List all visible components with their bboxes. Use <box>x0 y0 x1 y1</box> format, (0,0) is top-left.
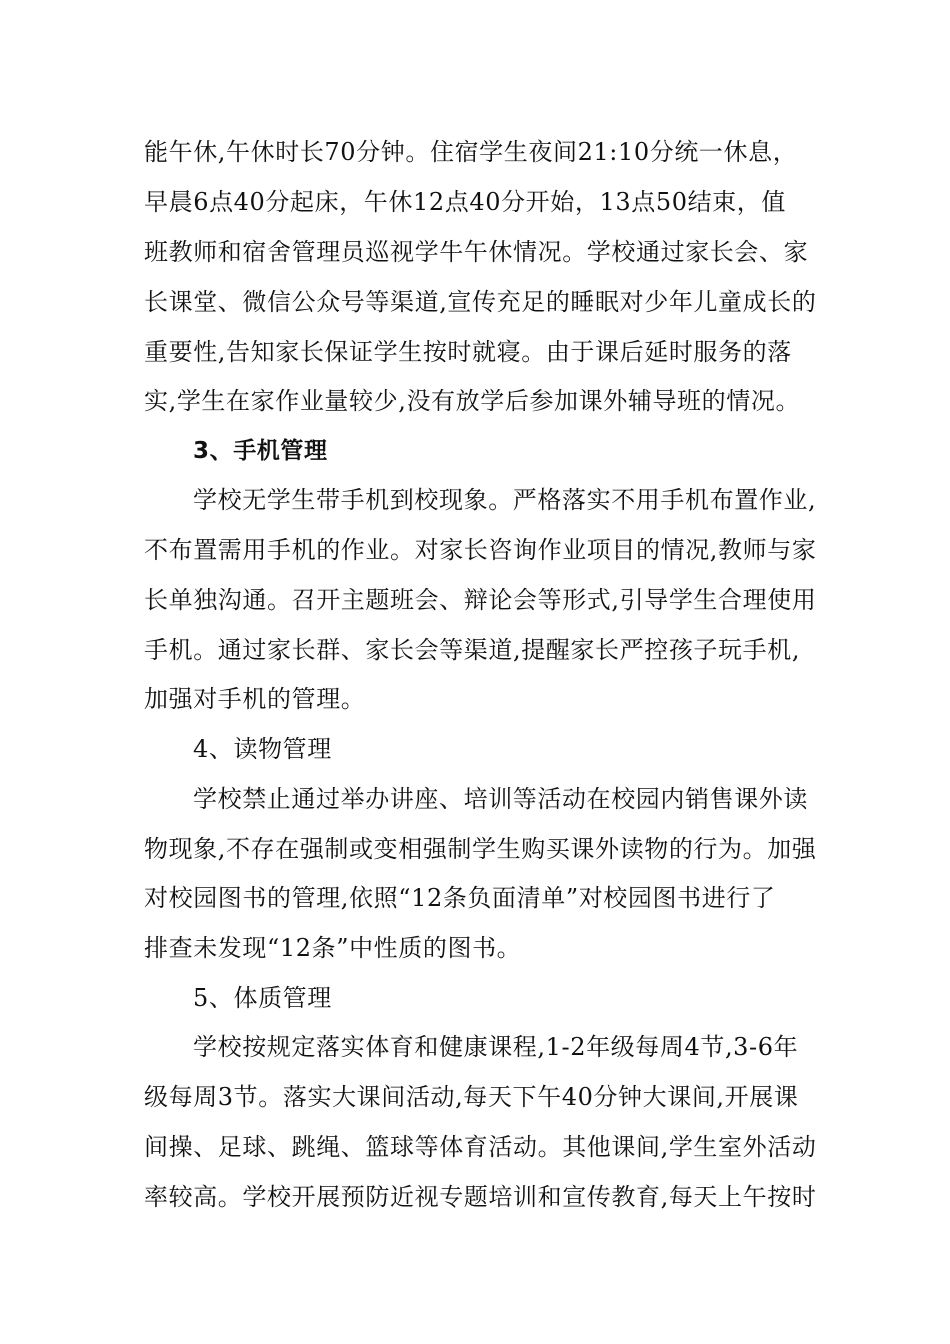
text-line: 物现象,不存在强制或变相强制学生购买课外读物的行为。加强 <box>144 835 817 863</box>
section-heading-reading-management: 4、读物管理 <box>193 735 332 763</box>
text-line: 能午休,午休时长70分钟。住宿学生夜间21:10分统一休息， <box>144 138 798 166</box>
text-line: 不布置需用手机的作业。对家长咨询作业项目的情况,教师与家 <box>144 536 817 564</box>
text-line: 学校按规定落实体育和健康课程,1-2年级每周4节,3-6年 <box>193 1033 799 1061</box>
text-line: 排查未发现“12条”中性质的图书。 <box>144 934 522 962</box>
text-line: 手机。通过家长群、家长会等渠道,提醒家长严控孩子玩手机, <box>144 636 801 664</box>
text-line: 实,学生在家作业量较少,没有放学后参加课外辅导班的情况。 <box>144 387 801 415</box>
text-line: 早晨6点40分起床，午休12点40分开始，13点50结束，值 <box>144 188 786 216</box>
text-line: 学校无学生带手机到校现象。严格落实不用手机布置作业, <box>193 486 817 514</box>
text-line: 长单独沟通。召开主题班会、辩论会等形式,引导学生合理使用 <box>144 586 817 614</box>
section-heading-physical-management: 5、体质管理 <box>193 984 332 1012</box>
text-line: 对校园图书的管理,依照“12条负面清单”对校园图书进行了 <box>144 884 776 912</box>
text-line: 长课堂、微信公众号等渠道,宣传充足的睡眠对少年儿童成长的 <box>144 288 817 316</box>
text-line: 加强对手机的管理。 <box>144 685 366 713</box>
text-line: 班教师和宿舍管理员巡视学牛午休情况。学校通过家长会、家 <box>144 238 809 266</box>
text-line: 学校禁止通过举办讲座、培训等活动在校园内销售课外读 <box>193 785 808 813</box>
text-line: 率较高。学校开展预防近视专题培训和宣传教育,每天上午按时 <box>144 1183 817 1211</box>
text-line: 级每周3节。落实大课间活动,每天下午40分钟大课间,开展课 <box>144 1083 799 1111</box>
section-heading-phone-management: 3、手机管理 <box>193 438 328 464</box>
text-line: 间操、足球、跳绳、篮球等体育活动。其他课间,学生室外活动 <box>144 1133 817 1161</box>
text-line: 重要性,告知家长保证学生按时就寝。由于课后延时服务的落 <box>144 338 792 366</box>
